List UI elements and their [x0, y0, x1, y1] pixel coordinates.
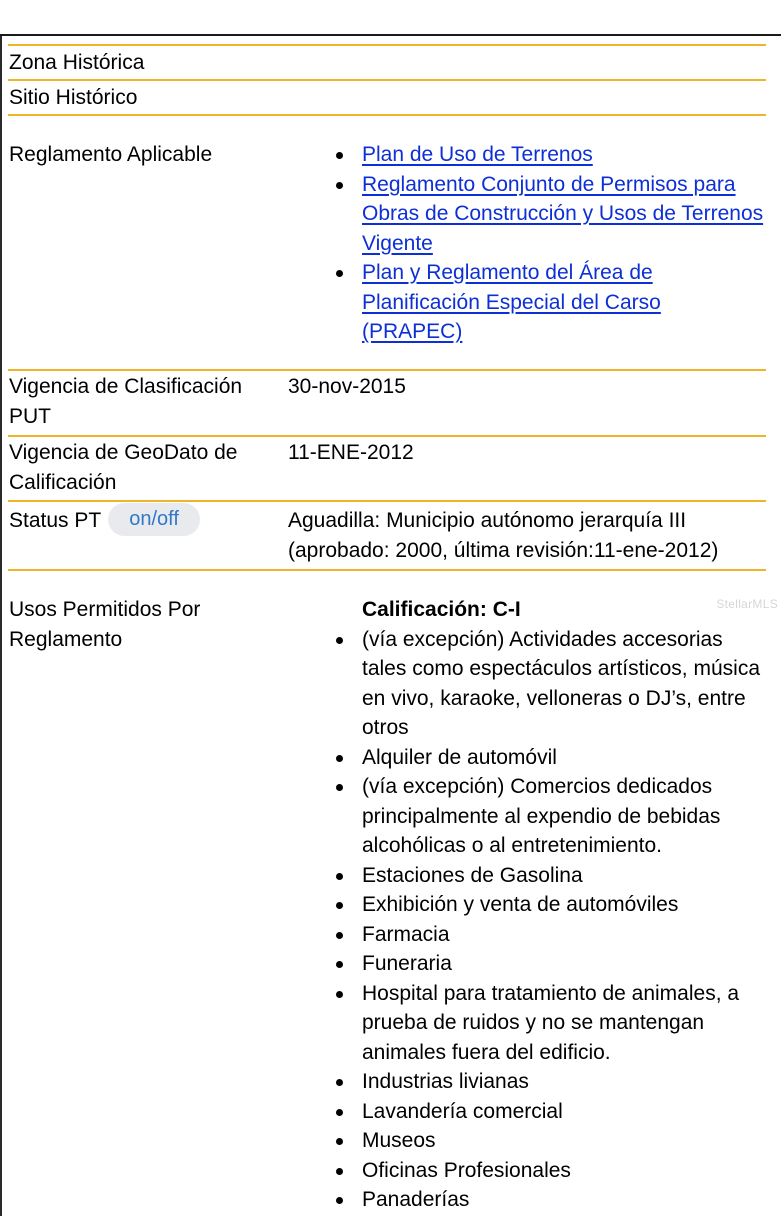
row-sitio-historico: [8, 81, 766, 116]
status-pt-value: Aguadilla: Municipio autónomo jerarquía III (aprobado: 2000, última revisión:11-ene-2012): [288, 509, 719, 562]
list-item: Hospital para tratamiento de animales, a prueba de ruidos y no se mantengan animales fuera del edificio.: [288, 979, 766, 1068]
list-item: (vía excepción) Comercios dedicados principalmente al expendio de bebidas alcohólicas o al entretenimiento.: [288, 772, 766, 861]
list-item: [288, 170, 766, 259]
list-item: Exhibición y venta de automóviles: [288, 890, 766, 920]
list-item: [288, 140, 766, 170]
list-item: Panaderías: [288, 1185, 766, 1215]
watermark: StellarMLS: [716, 597, 778, 611]
link-prapec[interactable]: Plan y Reglamento del Área de Planificación Especial del Carso (PRAPEC): [362, 261, 661, 343]
list-item: Oficinas Profesionales: [288, 1156, 766, 1186]
vigencia-put-label: Vigencia de Clasificación PUT: [9, 375, 243, 428]
row-status-pt: [8, 502, 766, 571]
list-item: Farmacia: [288, 920, 766, 950]
usos-label: Usos Permitidos Por Reglamento: [9, 598, 201, 651]
zoning-table: [0, 36, 781, 1211]
zona-historica-label: Zona Histórica: [9, 51, 145, 74]
vigencia-geodato-label: Vigencia de GeoDato de Calificación: [9, 441, 238, 494]
link-plan-uso-terrenos[interactable]: Plan de Uso de Terrenos: [362, 143, 593, 166]
vigencia-put-value: 30-nov-2015: [288, 375, 406, 398]
row-reglamento-aplicable: [8, 116, 766, 371]
row-zona-historica: [8, 44, 766, 81]
status-pt-cell: [8, 506, 279, 539]
list-item: (vía excepción) Actividades accesorias tales como espectáculos artísticos, música en vivo, karaoke, velloneras o DJ’s, entre otros: [288, 625, 766, 743]
link-reglamento-conjunto[interactable]: Reglamento Conjunto de Permisos para Obras de Construcción y Usos de Terrenos Vigente: [362, 172, 764, 255]
calificacion-heading: Calificación: C-I: [362, 598, 521, 621]
list-item: Funeraria: [288, 949, 766, 979]
list-item: Museos: [288, 1126, 766, 1156]
on-off-toggle[interactable]: on/off: [108, 503, 200, 536]
list-item: Industrias livianas: [288, 1067, 766, 1097]
reglamento-label: Reglamento Aplicable: [9, 143, 213, 166]
row-vigencia-put: [8, 371, 766, 437]
usos-list: [288, 595, 766, 1215]
table-left-border: [0, 36, 2, 1216]
list-item: Lavandería comercial: [288, 1097, 766, 1127]
vigencia-geodato-value: 11-ENE-2012: [288, 441, 414, 464]
sitio-historico-label: Sitio Histórico: [9, 86, 138, 109]
list-item: Alquiler de automóvil: [288, 743, 766, 773]
reglamento-links: [288, 140, 766, 347]
row-usos-permitidos: [8, 571, 766, 1211]
status-pt-label: Status PT: [9, 509, 102, 532]
row-vigencia-geodato: [8, 437, 766, 502]
list-item: [288, 258, 766, 347]
list-item: Estaciones de Gasolina: [288, 861, 766, 891]
